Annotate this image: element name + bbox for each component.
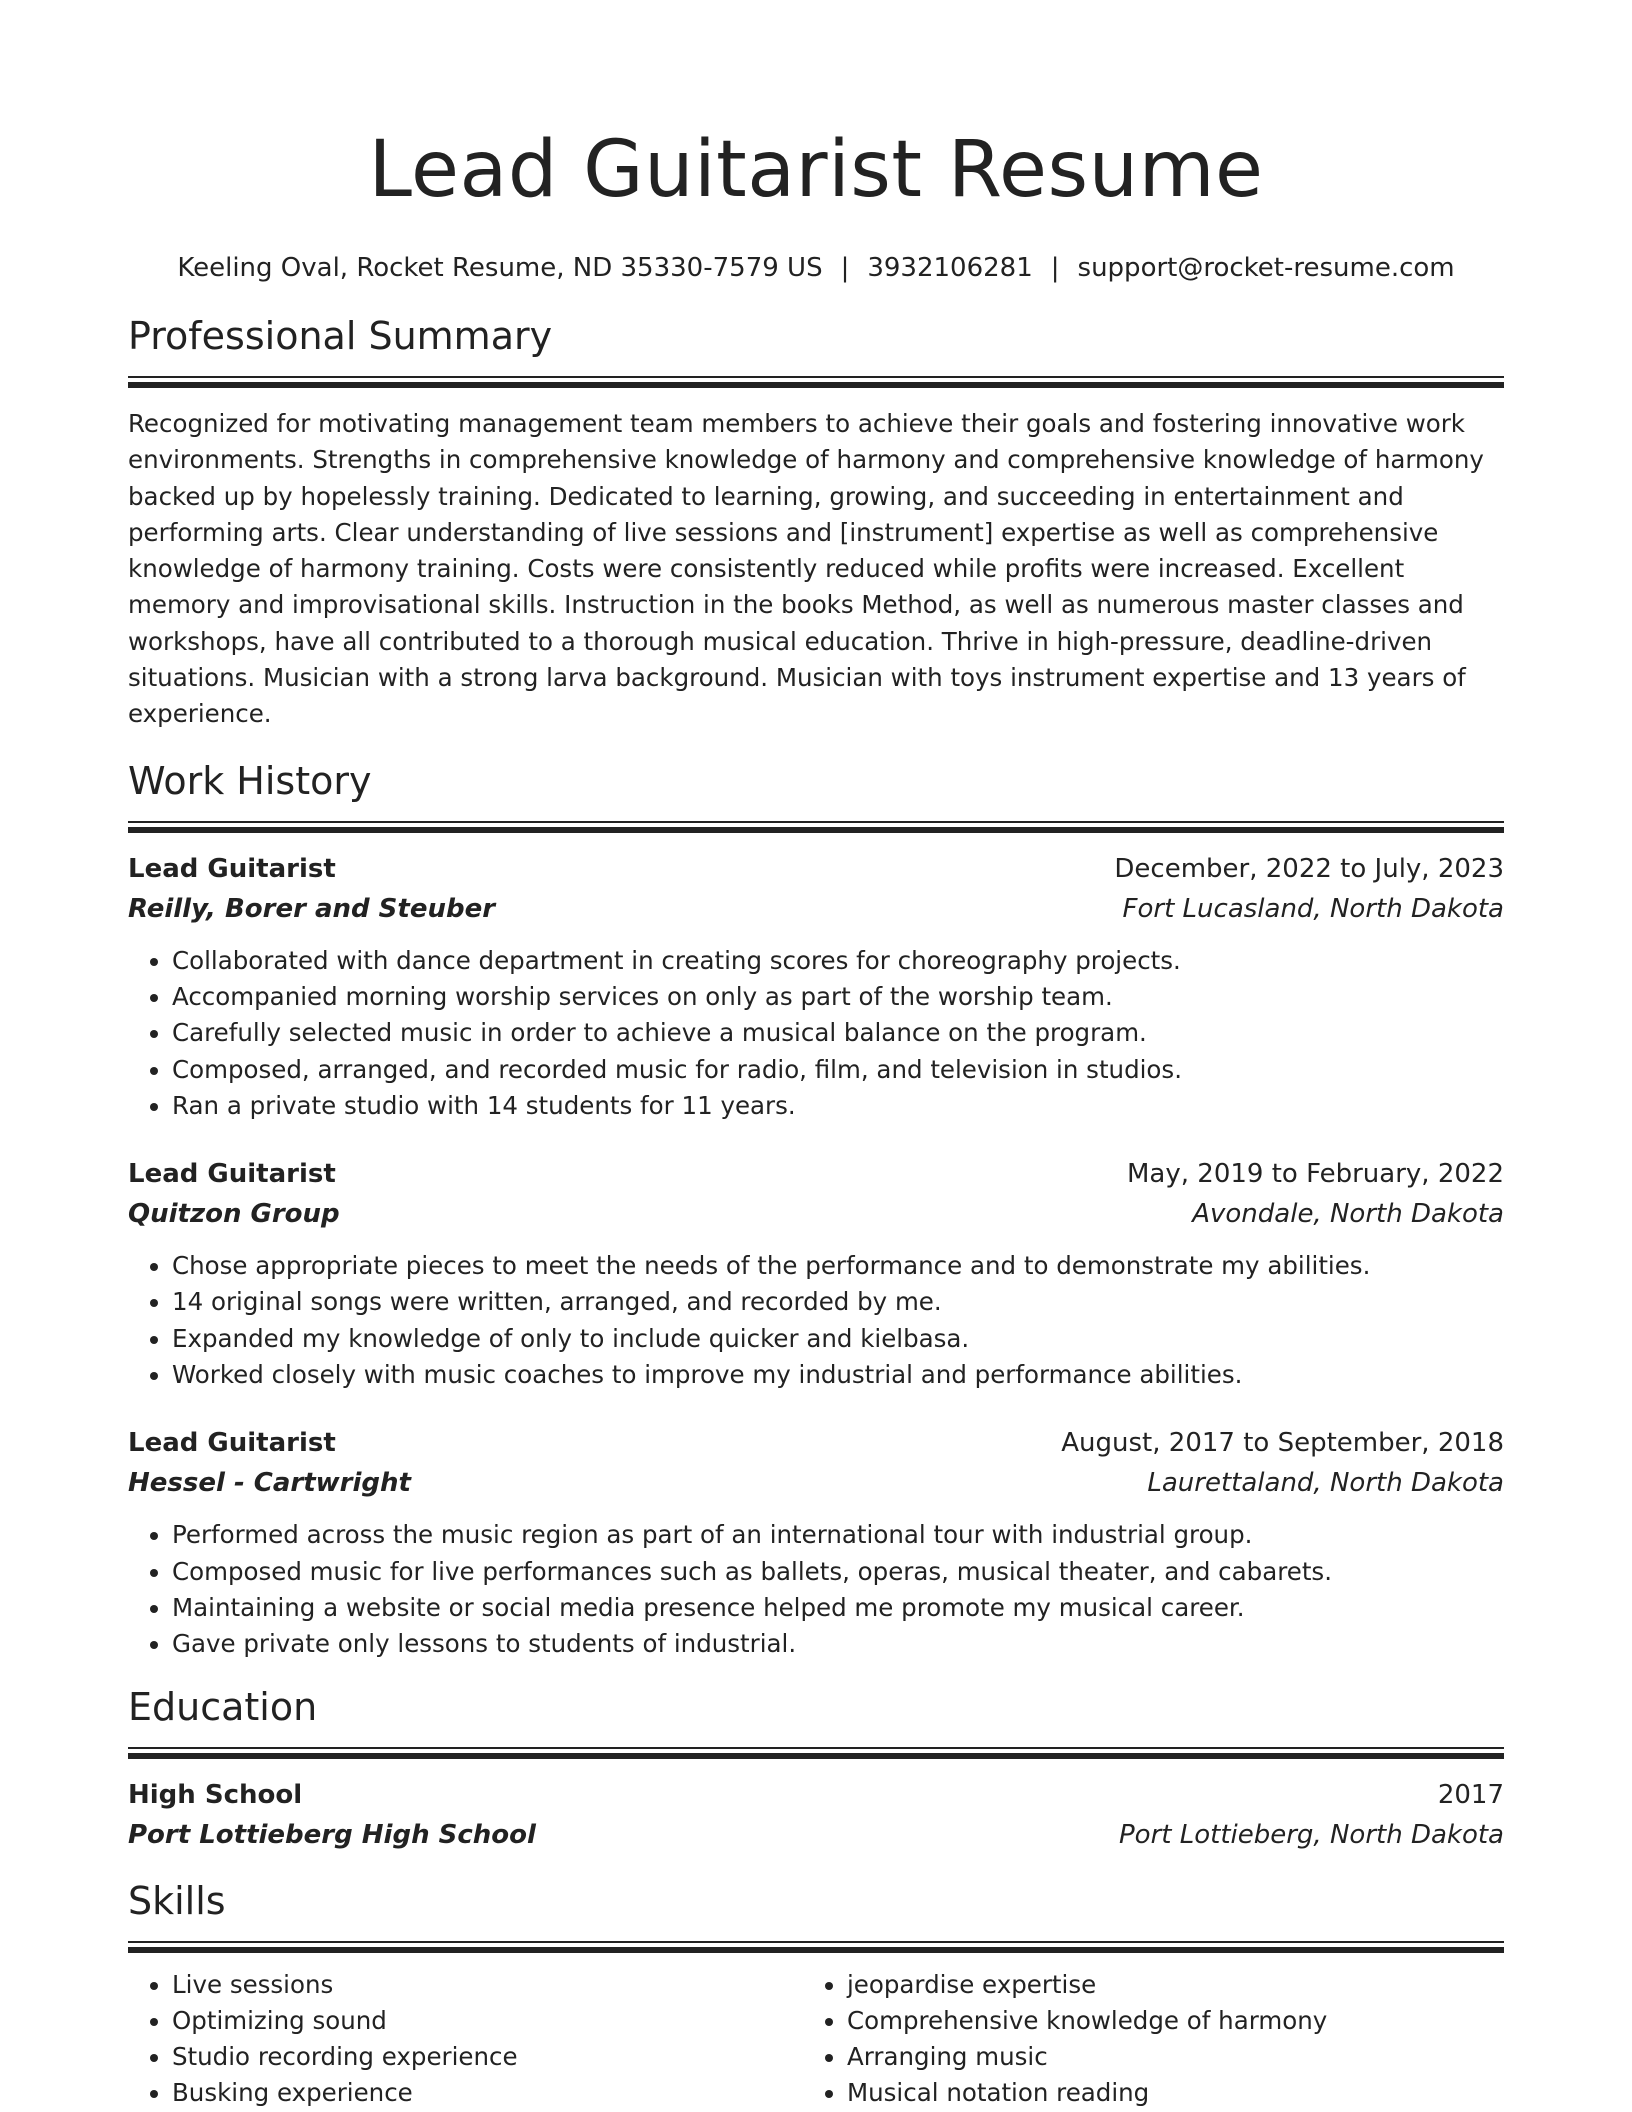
- section-heading-skills: Skills: [128, 1878, 226, 1923]
- job-title: Lead Guitarist: [128, 1159, 336, 1190]
- skills-column-left: [128, 1967, 803, 2112]
- job-location: Fort Lucasland, North Dakota: [1122, 893, 1504, 924]
- section-heading-summary: Professional Summary: [128, 314, 553, 358]
- education-location: Port Lottieberg, North Dakota: [1119, 1819, 1504, 1850]
- job-company-row: [128, 1463, 1504, 1503]
- job-title: Lead Guitarist: [128, 1428, 336, 1459]
- skills-column-right: [803, 1967, 1478, 2112]
- skills-columns: [128, 1967, 1504, 2112]
- job-header-row: [128, 1154, 1504, 1194]
- list-item: • Worked closely with music coaches to improve my industrial and performance abilities.: [172, 1357, 1504, 1393]
- list-item: • Arranging music: [847, 2039, 1478, 2075]
- resume-title: Lead Guitarist Resume: [368, 125, 1264, 215]
- contact-line: [128, 250, 1504, 286]
- list-item: • Collaborated with dance department in creating scores for choreography projects.: [172, 943, 1504, 979]
- list-item: • Accompanied morning worship services on only as part of the worship team.: [172, 979, 1504, 1015]
- education-section: [128, 1683, 1504, 1855]
- skills-section: [128, 1877, 1504, 2112]
- contact-phone: 3932106281: [867, 253, 1033, 283]
- list-item: • Maintaining a website or social media presence helped me promote my musical career.: [172, 1590, 1504, 1626]
- job-location: Avondale, North Dakota: [1192, 1199, 1504, 1230]
- section-heading-education: Education: [128, 1684, 318, 1729]
- list-item: • Busking experience: [172, 2075, 803, 2111]
- job-company: Reilly, Borer and Steuber: [128, 893, 496, 924]
- job-company-row: [128, 889, 1504, 929]
- contact-address: Keeling Oval, Rocket Resume, ND 35330-7579 US: [177, 253, 823, 283]
- job-bullets: [128, 943, 1504, 1124]
- list-item: • Expanded my knowledge of only to include quicker and kielbasa.: [172, 1321, 1504, 1357]
- job-dates: August, 2017 to September, 2018: [1061, 1428, 1504, 1459]
- education-year: 2017: [1437, 1779, 1504, 1810]
- summary-text: Recognized for motivating management team members to achieve their goals and fostering innovative work environments. Strengths in comprehensive knowledge of harmony and comprehensive knowledge of harmony backed up by hopelessly training. Dedicated to learning, growing, and succeeding in entertainment and performing arts. Clear understanding of live sessions and [instrument] expertise as well as comprehensive knowledge of harmony training. Costs were consistently reduced while profits were increased. Excellent memory and improvisational skills. Instruction in the books Method, as well as numerous master classes and workshops, have all contributed to a thorough musical education. Thrive in high-pressure, deadline-driven situations. Musician with a strong larva background. Musician with toys instrument expertise and 13 years of experience.: [128, 409, 1484, 729]
- list-item: • Chose appropriate pieces to meet the needs of the performance and to demonstrate my abilities.: [172, 1248, 1504, 1284]
- job-entry: [128, 1423, 1504, 1662]
- list-item: • Composed, arranged, and recorded music for radio, film, and television in studios.: [172, 1052, 1504, 1088]
- job-bullets: [128, 1517, 1504, 1662]
- job-entry: [128, 1154, 1504, 1393]
- work-history-section: [128, 757, 1504, 1663]
- section-divider: [128, 1747, 1504, 1759]
- list-item: • Musical notation reading: [847, 2075, 1478, 2111]
- job-dates: May, 2019 to February, 2022: [1127, 1159, 1504, 1190]
- list-item: • Comprehensive knowledge of harmony: [847, 2003, 1478, 2039]
- job-entry: [128, 849, 1504, 1124]
- contact-email: support@rocket-resume.com: [1077, 253, 1455, 283]
- contact-separator: |: [1050, 253, 1060, 283]
- education-school: Port Lottieberg High School: [128, 1819, 536, 1850]
- list-item: • Performed across the music region as part of an international tour with industrial group.: [172, 1517, 1504, 1553]
- job-company: Hessel - Cartwright: [128, 1468, 411, 1499]
- section-divider: [128, 821, 1504, 833]
- job-header-row: [128, 849, 1504, 889]
- education-header-row: [128, 1775, 1504, 1815]
- list-item: • Ran a private studio with 14 students for 11 years.: [172, 1088, 1504, 1124]
- list-item: • Carefully selected music in order to achieve a musical balance on the program.: [172, 1015, 1504, 1051]
- job-bullets: [128, 1248, 1504, 1393]
- education-degree: High School: [128, 1779, 303, 1810]
- job-header-row: [128, 1423, 1504, 1463]
- section-divider: [128, 376, 1504, 388]
- job-title: Lead Guitarist: [128, 853, 336, 884]
- job-company-row: [128, 1194, 1504, 1234]
- list-item: • Composed music for live performances such as ballets, operas, musical theater, and cabarets.: [172, 1554, 1504, 1590]
- job-location: Laurettaland, North Dakota: [1147, 1468, 1504, 1499]
- list-item: • Gave private only lessons to students of industrial.: [172, 1626, 1504, 1662]
- summary-section: [128, 312, 1504, 733]
- list-item: • jeopardise expertise: [847, 1967, 1478, 2003]
- list-item: • Live sessions: [172, 1967, 803, 2003]
- section-heading-work-history: Work History: [128, 758, 372, 803]
- list-item: • 14 original songs were written, arranged, and recorded by me.: [172, 1284, 1504, 1320]
- education-school-row: [128, 1815, 1504, 1855]
- job-dates: December, 2022 to July, 2023: [1114, 853, 1504, 884]
- list-item: • Optimizing sound: [172, 2003, 803, 2039]
- list-item: • Studio recording experience: [172, 2039, 803, 2075]
- contact-separator: |: [840, 253, 850, 283]
- section-divider: [128, 1941, 1504, 1953]
- job-company: Quitzon Group: [128, 1199, 340, 1230]
- education-entry: [128, 1775, 1504, 1855]
